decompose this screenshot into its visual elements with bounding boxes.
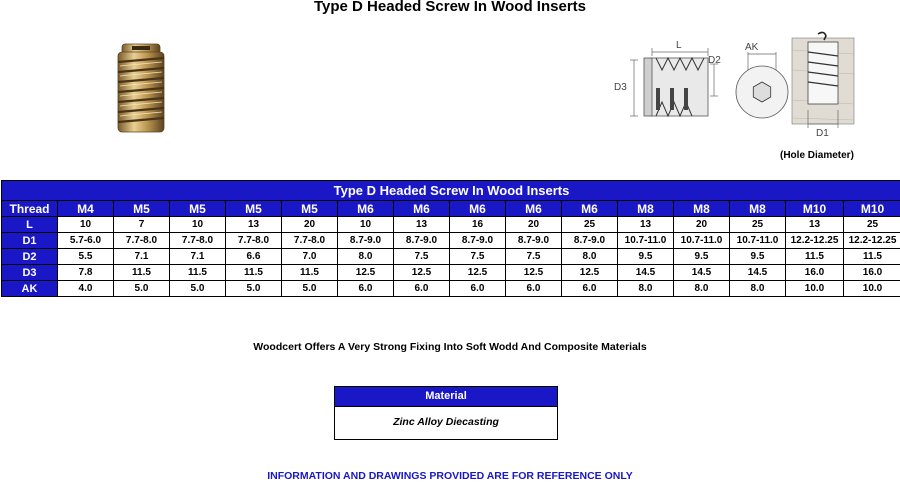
table-banner: Type D Headed Screw In Wood Inserts bbox=[2, 181, 900, 201]
table-row bbox=[2, 233, 900, 249]
drawing-label-D2: D2 bbox=[708, 55, 721, 66]
table-cell: 11.5 bbox=[282, 265, 338, 281]
table-cell: 5.5 bbox=[58, 249, 114, 265]
column-header-size: M8 bbox=[618, 201, 674, 217]
column-header-size: M5 bbox=[114, 201, 170, 217]
table-cell: 7 bbox=[114, 217, 170, 233]
table-cell: 10.0 bbox=[844, 281, 900, 297]
table-cell: 5.0 bbox=[226, 281, 282, 297]
table-cell: 5.7-6.0 bbox=[58, 233, 114, 249]
table-cell: 7.0 bbox=[282, 249, 338, 265]
table-cell: 6.0 bbox=[450, 281, 506, 297]
technical-drawing bbox=[612, 30, 872, 138]
table-cell: 6.0 bbox=[562, 281, 618, 297]
table-cell: 6.0 bbox=[394, 281, 450, 297]
column-header-size: M10 bbox=[844, 201, 900, 217]
table-row bbox=[2, 265, 900, 281]
table-cell: 12.5 bbox=[506, 265, 562, 281]
table-cell: 10 bbox=[58, 217, 114, 233]
table-cell: 16.0 bbox=[844, 265, 900, 281]
table-cell: 10 bbox=[170, 217, 226, 233]
table-cell: 7.7-8.0 bbox=[170, 233, 226, 249]
material-value: Zinc Alloy Diecasting bbox=[393, 416, 499, 428]
column-header-size: M6 bbox=[338, 201, 394, 217]
table-cell: 6.6 bbox=[226, 249, 282, 265]
table-cell: 12.5 bbox=[450, 265, 506, 281]
table-cell: 7.8 bbox=[58, 265, 114, 281]
material-header: Material bbox=[335, 387, 557, 407]
table-cell: 5.0 bbox=[170, 281, 226, 297]
insert-photo bbox=[110, 40, 172, 136]
column-header-size: M6 bbox=[506, 201, 562, 217]
table-cell: 7.1 bbox=[114, 249, 170, 265]
table-cell: 11.5 bbox=[786, 249, 844, 265]
column-header-size: M6 bbox=[562, 201, 618, 217]
table-cell: 11.5 bbox=[844, 249, 900, 265]
table-cell: 8.0 bbox=[674, 281, 730, 297]
table-cell: 11.5 bbox=[226, 265, 282, 281]
table-cell: 14.5 bbox=[730, 265, 786, 281]
tagline: Woodcert Offers A Very Strong Fixing Into Soft Wodd And Composite Materials bbox=[253, 341, 647, 353]
table-cell: 8.0 bbox=[730, 281, 786, 297]
table-cell: 9.5 bbox=[618, 249, 674, 265]
table-cell: 6.0 bbox=[506, 281, 562, 297]
table-cell: 10.0 bbox=[786, 281, 844, 297]
table-cell: 16.0 bbox=[786, 265, 844, 281]
table-cell: 14.5 bbox=[674, 265, 730, 281]
table-cell: 7.7-8.0 bbox=[114, 233, 170, 249]
table-cell: 12.5 bbox=[338, 265, 394, 281]
column-header-size: M4 bbox=[58, 201, 114, 217]
table-cell: 10.7-11.0 bbox=[674, 233, 730, 249]
table-cell: 12.5 bbox=[562, 265, 618, 281]
table-cell: 7.7-8.0 bbox=[226, 233, 282, 249]
table-cell: 10.7-11.0 bbox=[618, 233, 674, 249]
table-cell: 11.5 bbox=[170, 265, 226, 281]
table-cell: 9.5 bbox=[730, 249, 786, 265]
drawing-label-AK: AK bbox=[745, 42, 759, 53]
table-header-row bbox=[2, 201, 900, 217]
drawing-label-L: L bbox=[676, 40, 682, 51]
table-cell: 4.0 bbox=[58, 281, 114, 297]
table-cell: 20 bbox=[506, 217, 562, 233]
table-cell: 7.5 bbox=[394, 249, 450, 265]
table-cell: 10 bbox=[338, 217, 394, 233]
table-cell: 8.0 bbox=[618, 281, 674, 297]
table-cell: 8.0 bbox=[562, 249, 618, 265]
table-cell: 7.1 bbox=[170, 249, 226, 265]
row-label: L bbox=[2, 217, 58, 233]
table-cell: 20 bbox=[674, 217, 730, 233]
disclaimer: INFORMATION AND DRAWINGS PROVIDED ARE FOR REFERENCE ONLY bbox=[267, 470, 633, 482]
table-row bbox=[2, 217, 900, 233]
table-cell: 9.5 bbox=[674, 249, 730, 265]
row-label: D2 bbox=[2, 249, 58, 265]
column-header-size: M8 bbox=[674, 201, 730, 217]
material-box bbox=[334, 386, 558, 440]
table-row bbox=[2, 249, 900, 265]
table-cell: 7.7-8.0 bbox=[282, 233, 338, 249]
table-cell: 11.5 bbox=[114, 265, 170, 281]
table-cell: 10.7-11.0 bbox=[730, 233, 786, 249]
table-cell: 12.2-12.25 bbox=[844, 233, 900, 249]
table-cell: 14.5 bbox=[618, 265, 674, 281]
column-header-size: M5 bbox=[226, 201, 282, 217]
column-header-size: M5 bbox=[282, 201, 338, 217]
row-label: D1 bbox=[2, 233, 58, 249]
spec-table bbox=[1, 180, 900, 297]
table-cell: 8.7-9.0 bbox=[394, 233, 450, 249]
table-cell: 8.7-9.0 bbox=[338, 233, 394, 249]
drawing-label-D1: D1 bbox=[816, 128, 829, 138]
row-label: AK bbox=[2, 281, 58, 297]
column-header-size: M8 bbox=[730, 201, 786, 217]
table-cell: 25 bbox=[844, 217, 900, 233]
table-cell: 5.0 bbox=[282, 281, 338, 297]
table-cell: 8.7-9.0 bbox=[506, 233, 562, 249]
table-cell: 5.0 bbox=[114, 281, 170, 297]
drawing-label-D3: D3 bbox=[614, 82, 627, 93]
table-cell: 8.7-9.0 bbox=[450, 233, 506, 249]
table-cell: 13 bbox=[394, 217, 450, 233]
table-cell: 12.2-12.25 bbox=[786, 233, 844, 249]
table-cell: 8.7-9.0 bbox=[562, 233, 618, 249]
table-cell: 25 bbox=[562, 217, 618, 233]
table-cell: 13 bbox=[226, 217, 282, 233]
column-header-size: M10 bbox=[786, 201, 844, 217]
table-cell: 7.5 bbox=[506, 249, 562, 265]
table-cell: 13 bbox=[618, 217, 674, 233]
column-header-thread: Thread bbox=[2, 201, 58, 217]
table-cell: 13 bbox=[786, 217, 844, 233]
table-cell: 6.0 bbox=[338, 281, 394, 297]
table-cell: 20 bbox=[282, 217, 338, 233]
table-cell: 25 bbox=[730, 217, 786, 233]
column-header-size: M6 bbox=[394, 201, 450, 217]
hole-diameter-caption: (Hole Diameter) bbox=[780, 150, 854, 161]
column-header-size: M5 bbox=[170, 201, 226, 217]
table-row bbox=[2, 281, 900, 297]
table-cell: 16 bbox=[450, 217, 506, 233]
page-title: Type D Headed Screw In Wood Inserts bbox=[313, 0, 586, 15]
column-header-size: M6 bbox=[450, 201, 506, 217]
table-cell: 8.0 bbox=[338, 249, 394, 265]
row-label: D3 bbox=[2, 265, 58, 281]
table-cell: 7.5 bbox=[450, 249, 506, 265]
table-cell: 12.5 bbox=[394, 265, 450, 281]
